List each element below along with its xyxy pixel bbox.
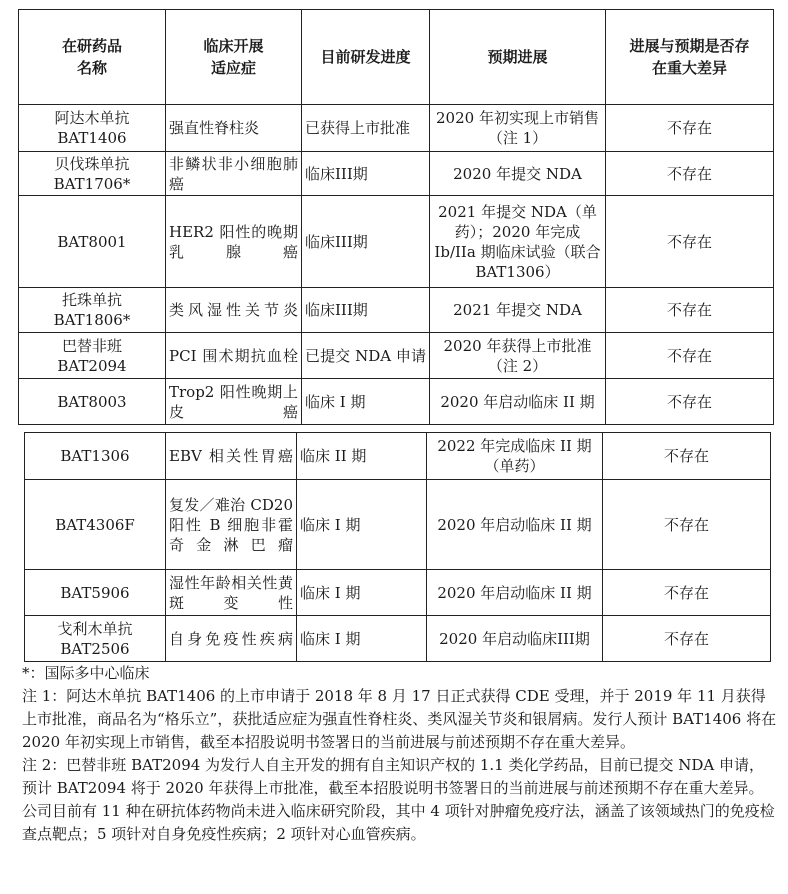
gap-status: 不存在 xyxy=(606,379,774,425)
gap-status: 不存在 xyxy=(606,105,774,152)
gap-status: 不存在 xyxy=(603,616,771,662)
header-expected-progress: 预期进展 xyxy=(430,10,606,105)
header-drug-name: 在研药品 名称 xyxy=(19,10,166,105)
expected-progress: 2022 年完成临床 II 期（单药） xyxy=(427,433,603,480)
indication: Trop2 阳性晚期上皮癌 xyxy=(166,379,302,425)
drug-name: BAT5906 xyxy=(25,570,166,616)
gap-status: 不存在 xyxy=(603,570,771,616)
current-progress: 临床 I 期 xyxy=(297,616,427,662)
current-progress: 临床 II 期 xyxy=(297,433,427,480)
pipeline-table-bottom xyxy=(24,432,771,662)
current-progress: 已提交 NDA 申请 xyxy=(302,333,430,379)
drug-name: 巴替非班 BAT2094 xyxy=(19,333,166,379)
header-gap: 进展与预期是否存 在重大差异 xyxy=(606,10,774,105)
drug-name: 托珠单抗 BAT1806* xyxy=(19,288,166,333)
table-row xyxy=(25,480,771,570)
expected-progress: 2020 年启动临床 II 期 xyxy=(430,379,606,425)
expected-progress: 2020 年获得上市批准（注 2） xyxy=(430,333,606,379)
header-indication: 临床开展 适应症 xyxy=(166,10,302,105)
drug-name: BAT8001 xyxy=(19,196,166,288)
table-row xyxy=(19,288,774,333)
current-progress: 临床III期 xyxy=(302,152,430,196)
current-progress: 已获得上市批准 xyxy=(302,105,430,152)
gap-status: 不存在 xyxy=(603,480,771,570)
expected-progress: 2020 年启动临床 II 期 xyxy=(427,480,603,570)
drug-name: BAT4306F xyxy=(25,480,166,570)
current-progress: 临床 I 期 xyxy=(302,379,430,425)
table-row xyxy=(25,616,771,662)
indication: 强直性脊柱炎 xyxy=(166,105,302,152)
table-row xyxy=(19,196,774,288)
current-progress: 临床 I 期 xyxy=(297,480,427,570)
expected-progress: 2020 年启动临床 II 期 xyxy=(427,570,603,616)
gap-status: 不存在 xyxy=(603,433,771,480)
current-progress: 临床III期 xyxy=(302,288,430,333)
pipeline-table-top xyxy=(18,9,774,425)
expected-progress: 2021 年提交 NDA（单药）；2020 年完成 Ib/IIa 期临床试验（联合 BAT1306） xyxy=(430,196,606,288)
current-progress: 临床III期 xyxy=(302,196,430,288)
drug-name: BAT1306 xyxy=(25,433,166,480)
indication: HER2 阳性的晚期乳腺癌 xyxy=(166,196,302,288)
gap-status: 不存在 xyxy=(606,196,774,288)
table-row xyxy=(19,379,774,425)
summary-paragraph: 公司目前有 11 种在研抗体药物尚未进入临床研究阶段，其中 4 项针对肿瘤免疫疗法，涵盖了该领域热门的免疫检查点靶点；5 项针对自身免疫性疾病；2 项针对心血管疾病。 xyxy=(22,802,775,843)
table-row xyxy=(19,105,774,152)
drug-name: 贝伐珠单抗 BAT1706* xyxy=(19,152,166,196)
header-current-progress: 目前研发进度 xyxy=(302,10,430,105)
drug-name: BAT8003 xyxy=(19,379,166,425)
current-progress: 临床 I 期 xyxy=(297,570,427,616)
footnotes xyxy=(22,662,777,846)
table-row xyxy=(25,570,771,616)
indication: 自身免疫性疾病 xyxy=(166,616,297,662)
drug-name: 戈利木单抗 BAT2506 xyxy=(25,616,166,662)
table-row xyxy=(25,433,771,480)
note-2: 注 2：巴替非班 BAT2094 为发行人自主开发的拥有自主知识产权的 1.1 类化学药品，目前已提交 NDA 申请，预计 BAT2094 将于 2020 年获得上市批准，截至本招股说明书签署日的当前进展与前述预期不存在重大差异。 xyxy=(22,756,764,797)
table-row xyxy=(19,333,774,379)
gap-status: 不存在 xyxy=(606,152,774,196)
indication: 非鳞状非小细胞肺癌 xyxy=(166,152,302,196)
drug-name: 阿达木单抗 BAT1406 xyxy=(19,105,166,152)
expected-progress: 2021 年提交 NDA xyxy=(430,288,606,333)
indication: 复发／难治 CD20 阳性 B 细胞非霍奇金淋巴瘤 xyxy=(166,480,297,570)
table-row xyxy=(19,152,774,196)
indication: EBV 相关性胃癌 xyxy=(166,433,297,480)
indication: PCI 围术期抗血栓 xyxy=(166,333,302,379)
expected-progress: 2020 年初实现上市销售（注 1） xyxy=(430,105,606,152)
indication: 类风湿性关节炎 xyxy=(166,288,302,333)
note-1: 注 1：阿达木单抗 BAT1406 的上市申请于 2018 年 8 月 17 日正式获得 CDE 受理，并于 2019 年 11 月获得上市批准，商品名为“格乐立”，获批适应症为强直性脊柱炎、类风湿关节炎和银屑病。发行人预计 BAT1406 将在 2020 年初实现上市销售，截至本招股说明书签署日的当前进展与前述预期不存在重大差异。 xyxy=(22,687,777,751)
gap-status: 不存在 xyxy=(606,333,774,379)
expected-progress: 2020 年启动临床III期 xyxy=(427,616,603,662)
gap-status: 不存在 xyxy=(606,288,774,333)
expected-progress: 2020 年提交 NDA xyxy=(430,152,606,196)
star-note: *：国际多中心临床 xyxy=(22,664,150,682)
indication: 湿性年龄相关性黄斑变性 xyxy=(166,570,297,616)
table-header-row xyxy=(19,10,774,105)
